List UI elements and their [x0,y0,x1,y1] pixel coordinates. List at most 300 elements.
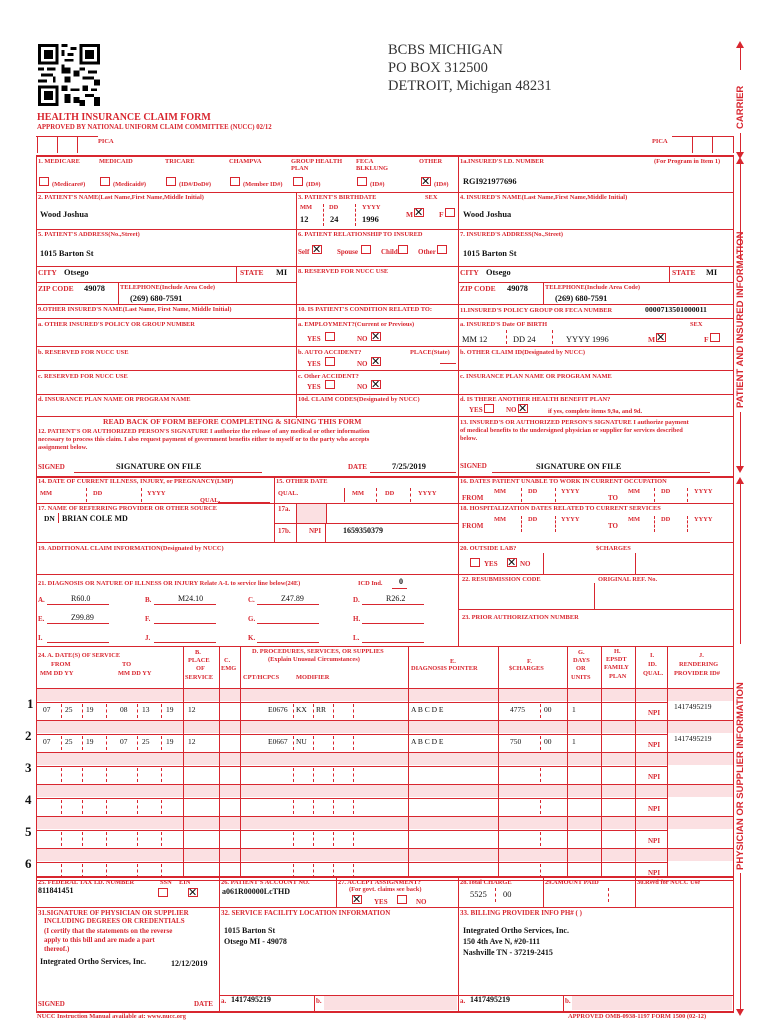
service-line-dash [82,768,83,782]
diagnosis-code[interactable]: Z99.89 [71,613,94,622]
facility-npi[interactable]: 1417495219 [231,995,271,1004]
service-line-dash [106,736,107,750]
form-title: HEALTH INSURANCE CLAIM FORM [37,112,211,123]
box13-text3: below. [460,435,478,442]
checked-x-icon: ✕ [371,378,381,391]
box6-spouse: Spouse [337,248,359,256]
box24a-from-fmt: MM DD YY [40,670,74,677]
box17b-npi-label: NPI [309,527,322,535]
diagnosis-code[interactable]: Z47.89 [281,594,304,603]
box6-self: Self [298,248,310,256]
other-accident-yes-checkbox[interactable] [325,380,335,389]
box1-medicare: 1. MEDICARE [38,158,80,165]
diagnosis-underline [257,642,319,643]
box18-from-dd: DD [528,516,538,523]
other-plan-yes-checkbox[interactable] [484,404,494,413]
service-from-year[interactable]: 19 [86,705,94,714]
side-label-physician: PHYSICIAN OR SUPPLIER INFORMATION [735,682,746,870]
box16-to: TO [608,494,618,502]
box21-label: 21. DIAGNOSIS OR NATURE OF ILLNESS OR INJURY Relate A-L to service line below(24E) [38,580,301,587]
box17a-label: 17a. [278,505,291,513]
patient-birth-month[interactable]: 12 [300,215,309,224]
service-from-month[interactable]: 07 [43,737,51,746]
service-npi-label: NPI [648,773,661,781]
box24i-id: ID. [648,661,657,668]
box1a-label: 1a.INSURED'S I.D. NUMBER [460,158,544,165]
box2-label: 2. PATIENT'S NAME(Last Name,First Name,Middle Initial) [38,194,204,201]
service-to-year[interactable]: 19 [166,737,174,746]
box31-l2: INCLUDING DEGREES OR CREDENTIALS [44,917,185,925]
box1-group: GROUP HEALTH PLAN [291,158,343,173]
service-units[interactable]: 1 [572,737,576,746]
box13-text1: 13. INSURED'S OR AUTHORIZED PERSON'S SIGNATURE I authorize payment [460,419,689,426]
service-line-shaded [37,785,733,797]
box24g-units: UNITS [571,674,591,681]
insured-state[interactable]: MI [706,268,718,277]
box23-label: 23. PRIOR AUTHORIZATION NUMBER [462,614,579,621]
service-line-epsdt-dash [601,702,635,703]
service-line-dash [313,768,314,782]
box20-yes: YES [484,560,498,568]
service-modifier-1[interactable]: KX [296,705,307,714]
service-line-dash [333,704,334,718]
box11a-female: F [704,335,709,344]
service-npi-label: NPI [648,805,661,813]
box18-from: FROM [462,522,484,530]
insured-sex-male-checkbox[interactable] [656,333,666,342]
box10a-no: NO [357,335,368,343]
service-modifier-1[interactable]: NU [296,737,307,746]
box24d-explain: (Explain Unusual Circumstances) [268,656,360,663]
box13-text2: of medical benefits to the undersigned physician or supplier for services described [460,427,683,434]
box6-label: 6. PATIENT RELATIONSHIP TO INSURED [298,231,423,238]
diagnosis-underline [154,642,216,643]
service-line-number: 2 [25,728,32,743]
box18-label: 18. HOSPITALIZATION DATES RELATED TO CURRENT SERVICES [460,505,661,512]
service-place[interactable]: 12 [188,705,196,714]
federal-tax-id[interactable]: 811841451 [38,886,74,895]
service-line-dash [540,800,541,814]
service-line-divider [36,862,667,863]
service-line-dash [137,800,138,814]
box10b-place: PLACE(State) [410,349,450,356]
patient-zip[interactable]: 49078 [84,284,105,293]
box31-l5: thereof.) [44,945,70,953]
rendering-provider-id[interactable]: 1417495219 [674,702,712,711]
box7-label: 7. INSURED'S ADDRESS(No.,Street) [460,231,564,238]
box33b-label: b. [565,997,571,1005]
box24g-label: G. [578,649,585,656]
insured-telephone[interactable]: (269) 680-7591 [555,294,608,303]
relationship-other-checkbox[interactable] [437,245,447,254]
box3-female: F [439,210,444,219]
service-line-dash [333,832,334,846]
service-charge[interactable]: 750 [510,737,522,746]
box31-signed-label: SIGNED [38,1000,65,1008]
service-line-dash [137,768,138,782]
box31-l4: apply to this bill and are made a part [44,936,155,944]
box11d-no: NO [506,406,517,414]
service-line-dash [82,736,83,750]
billing-line3[interactable]: Nashville TN - 37219-2415 [463,948,553,957]
service-line-shaded [37,849,733,861]
insured-city[interactable]: Otsego [486,268,511,277]
box9c-label: c. RESERVED FOR NUCC USE [38,373,128,380]
service-line-dash [293,864,294,878]
service-line-dash [540,768,541,782]
box12-signed-label: SIGNED [38,463,65,471]
service-line-dash [82,832,83,846]
box24a-to-fmt: MM DD YY [118,670,152,677]
checked-x-icon: ✕ [421,175,431,188]
box6-other: Other [418,248,436,256]
accept-assignment-no-checkbox[interactable] [397,895,407,904]
patient-signature-date[interactable]: 7/25/2019 [392,462,426,471]
other-checkbox[interactable] [421,177,431,186]
referring-npi[interactable]: 1659350379 [343,526,383,535]
service-npi-label: NPI [648,869,661,877]
feca-checkbox[interactable] [357,177,367,186]
service-line-dash [540,704,541,718]
service-line-divider [36,798,667,799]
service-line-number: 4 [25,792,32,807]
box5-city-label: CITY [38,268,57,277]
other-accident-no-checkbox[interactable] [371,380,381,389]
box7-city-label: CITY [460,268,479,277]
service-npi-label: NPI [648,709,661,717]
auto-accident-yes-checkbox[interactable] [325,357,335,366]
service-modifier-2[interactable]: RR [316,705,327,714]
box3-dd: DD [329,204,339,211]
service-line-dash [333,736,334,750]
icd-indicator[interactable]: 0 [399,577,403,586]
auto-accident-no-checkbox[interactable] [371,357,381,366]
facility-line2[interactable]: Otsego MI - 49078 [224,937,287,946]
box24c-emg: EMG [221,665,237,672]
box32b-label: b. [316,997,322,1005]
checked-x-icon: ✕ [312,243,322,256]
checked-x-icon: ✕ [656,331,666,344]
relationship-self-checkbox[interactable] [312,245,322,254]
box11a-male: M [648,335,656,344]
box31-l3: (I certify that the statements on the reverse [44,927,173,935]
service-charge-cents[interactable]: 00 [544,705,552,714]
patient-birth-day[interactable]: 24 [330,215,339,224]
service-line-divider [36,830,667,831]
box31-date-label: DATE [194,1000,213,1008]
insured-birth-month[interactable]: MM 12 [462,335,488,344]
insured-zip[interactable]: 49078 [507,284,528,293]
rendering-provider-id[interactable]: 1417495219 [674,734,712,743]
box16-to-mm: MM [628,488,641,495]
box24d-cpt: CPT/HCPCS [243,674,280,681]
patient-telephone[interactable]: (269) 680-7591 [130,294,183,303]
total-charge-cents[interactable]: 00 [503,890,512,899]
checked-x-icon: ✕ [414,206,424,219]
diagnosis-underline [257,623,319,624]
box16-to-yyyy: YYYY [694,488,713,495]
other-plan-no-checkbox[interactable] [518,404,528,413]
service-from-day[interactable]: 25 [65,737,73,746]
box24j-rendering: RENDERING [679,661,719,668]
box11d-note: if yes, complete items 9,9a, and 9d. [548,408,643,415]
box29-label: 29.AMOUNT PAID [545,879,599,886]
service-line-dash [106,832,107,846]
pica-right: PICA [652,138,668,145]
ssn-checkbox[interactable] [158,888,168,897]
diagnosis-code[interactable]: R60.0 [71,594,91,603]
service-line-dash [293,832,294,846]
box25-ein: EIN [179,879,191,886]
referring-qualifier[interactable]: DN [44,514,55,523]
service-charge[interactable]: 4775 [510,705,525,714]
outside-lab-yes-checkbox[interactable] [470,558,480,567]
diagnosis-code[interactable]: R26.2 [386,594,406,603]
service-line-dash [137,864,138,878]
diagnosis-underline [257,604,319,605]
box14-mm: MM [40,490,53,497]
box24j-label: J. [699,652,704,659]
service-line-number: 5 [25,824,32,839]
service-line-number: 6 [25,856,32,871]
champva-id-label: (Member ID#) [243,181,283,188]
box11d-label: d. IS THERE ANOTHER HEALTH BENEFIT PLAN? [460,396,611,403]
insured-policy-group[interactable]: 0000713501000011 [645,305,707,314]
diagnosis-key: H. [353,615,361,623]
patient-sex-male-checkbox[interactable] [414,208,424,217]
service-line-number: 1 [27,696,34,711]
relationship-child-checkbox[interactable] [398,245,408,254]
box7-zip-label: ZIP CODE [460,284,496,293]
service-from-month[interactable]: 07 [43,705,51,714]
box24a-label: 24. A. DATE(S) OF SERVICE [38,652,121,659]
service-line-dash [293,736,294,750]
patient-sex-female-checkbox[interactable] [445,208,455,217]
medicare-checkbox[interactable] [39,177,49,186]
service-line-dash [82,800,83,814]
service-to-month[interactable]: 08 [120,705,128,714]
patient-state[interactable]: MI [276,268,288,277]
box16-from-mm: MM [494,488,507,495]
checked-x-icon: ✕ [188,886,198,899]
box24b-service: SERVICE [185,674,214,681]
physician-signature-date[interactable]: 12/12/2019 [171,959,208,968]
box17-label: 17. NAME OF REFERRING PROVIDER OR OTHER SOURCE [38,505,218,512]
box6-child: Child [381,248,398,256]
box17b-label: 17b. [278,527,291,535]
box24h-plan: PLAN [609,673,627,680]
box14-qual: QUAL. [200,497,221,504]
insured-id-number[interactable]: RGI921977696 [463,177,517,186]
box27-note: (For govt. claims see back) [349,886,422,893]
insured-signature[interactable]: SIGNATURE ON FILE [536,462,622,471]
total-charge[interactable]: 5525 [470,890,487,899]
box22-label: 22. RESUBMISSION CODE [462,576,541,583]
service-line-dash [106,768,107,782]
service-line-dash [161,864,162,878]
outside-lab-no-checkbox[interactable] [507,558,517,567]
box26-label: 26. PATIENT'S ACCOUNT NO. [221,879,310,886]
box16-from-yyyy: YYYY [561,488,580,495]
box5-zip-label: ZIP CODE [38,284,74,293]
box27-label: 27. ACCEPT ASSIGNMENT? [338,879,421,886]
box3-label: 3. PATIENT'S BIRTHDATE [298,194,377,201]
diagnosis-key: E. [38,615,45,623]
box24f-label: F. [527,658,532,665]
patient-street[interactable]: 1015 Barton St [40,249,94,258]
service-line-dash [293,768,294,782]
service-line-dash [333,864,334,878]
box24h-family: FAMILY [604,664,629,671]
box7-state-label: STATE [672,268,696,277]
service-to-day[interactable]: 13 [142,705,150,714]
box24b-place: PLACE [188,657,210,664]
box24g-days: DAYS [573,657,590,664]
diagnosis-key: J. [145,634,151,642]
box3-mm: MM [300,204,313,211]
footer-right: APPROVED OMB-0938-1197 FORM 1500 (02-12) [568,1013,707,1020]
box9-label: 9.OTHER INSURED'S NAME(Last Name, First Name, Middle Initial) [38,306,232,313]
service-to-month[interactable]: 07 [120,737,128,746]
box15-label: 15. OTHER DATE [276,478,328,485]
box3-male: M [406,210,414,219]
service-line-dash [61,800,62,814]
diagnosis-code[interactable]: M24.10 [178,594,204,603]
box15-yyyy: YYYY [418,490,437,497]
box1-tricare: TRICARE [165,158,195,165]
box9b-label: b. RESERVED FOR NUCC USE [38,349,129,356]
box4-label: 4. INSURED'S NAME(Last Name,First Name,Middle Initial) [460,194,628,201]
service-line-dash [82,864,83,878]
service-line-dash [161,768,162,782]
billing-line2[interactable]: 150 4th Ave N, #20-111 [463,937,540,946]
service-to-day[interactable]: 25 [142,737,150,746]
service-cpt[interactable]: E0667 [268,737,288,746]
service-line-dash [313,704,314,718]
service-line-shaded [37,689,733,701]
service-from-day[interactable]: 25 [65,705,73,714]
box10a-label: a. EMPLOYMENT?(Current or Previous) [298,321,415,328]
checked-x-icon: ✕ [518,402,528,415]
insured-birth-day[interactable]: DD 24 [513,335,536,344]
service-diagnosis-pointer[interactable]: A B C D E [411,737,444,746]
service-to-year[interactable]: 19 [166,705,174,714]
box1-other: OTHER [419,158,443,165]
tricare-checkbox[interactable] [166,177,176,186]
service-line-dash [540,864,541,878]
box32a-label: a. [221,997,227,1005]
diagnosis-underline [362,604,424,605]
patient-city[interactable]: Otsego [64,268,89,277]
service-line-dash [161,704,162,718]
box14-dd: DD [93,490,103,497]
box20-no: NO [520,560,531,568]
box14-yyyy: YYYY [147,490,166,497]
box3-sex: SEX [425,194,438,201]
diagnosis-underline [47,604,109,605]
billing-npi[interactable]: 1417495219 [470,995,510,1004]
service-line-epsdt-dash [601,830,635,831]
box3-yyyy: YYYY [362,204,381,211]
physician-signature[interactable]: Integrated Ortho Services, Inc. [40,957,146,966]
service-cpt[interactable]: E0676 [268,705,288,714]
referring-provider-name[interactable]: BRIAN COLE MD [62,514,128,523]
billing-line1[interactable]: Integrated Ortho Services, Inc. [463,926,569,935]
box15-qual: QUAL. [278,490,299,497]
diagnosis-key: I. [38,634,43,642]
service-line-dash [293,704,294,718]
accept-assignment-yes-checkbox[interactable] [352,895,362,904]
medicare-id-label: (Medicare#) [52,181,86,188]
service-line-number: 3 [25,760,32,775]
diagnosis-underline [47,642,109,643]
service-line-epsdt-dash [601,734,635,735]
diagnosis-key: F. [145,615,151,623]
relationship-spouse-checkbox[interactable] [361,245,371,254]
facility-line1[interactable]: 1015 Barton St [224,926,276,935]
service-line-dash [333,800,334,814]
box22-orig: ORIGINAL REF. No. [598,576,658,583]
patient-account-number[interactable]: a061R00000LcTHD [222,887,290,896]
box8-label: 8. RESERVED FOR NUCC USE [298,268,389,275]
service-line-dash [353,864,354,878]
box18-to-mm: MM [628,516,641,523]
box30-label: 30.Rsvd for NUCC Use [637,879,701,886]
service-line-dash [161,832,162,846]
box12-text2: necessary to process this claim. I also request payment of government benefits either to myself or to the party who accepts [38,436,370,443]
qr-code [38,44,100,106]
box32-label: 32. SERVICE FACILITY LOCATION INFORMATION [221,909,391,917]
service-line-epsdt-dash [601,862,635,863]
box1-medicaid: MEDICAID [99,158,133,165]
box10a-yes: YES [307,335,321,343]
service-diagnosis-pointer[interactable]: A B C D E [411,705,444,714]
box24f-charges: $CHARGES [509,665,544,672]
box28-label: 28.Total CHARGE [460,879,512,886]
box24d-label: D. PROCEDURES, SERVICES, OR SUPPLIES [252,648,384,655]
insured-name[interactable]: Wood Joshua [463,210,512,219]
service-charge-cents[interactable]: 00 [544,737,552,746]
group-checkbox[interactable] [293,177,303,186]
champva-checkbox[interactable] [230,177,240,186]
insured-street[interactable]: 1015 Barton St [463,249,517,258]
insured-birth-year[interactable]: YYYY 1996 [566,335,609,344]
service-from-year[interactable]: 19 [86,737,94,746]
diagnosis-key: A. [38,596,45,604]
service-line-epsdt-dash [601,798,635,799]
diagnosis-underline [154,623,216,624]
service-place[interactable]: 12 [188,737,196,746]
service-line-dash [333,768,334,782]
box33-label: 33. BILLING PROVIDER INFO PH# ( ) [460,909,582,917]
patient-signature[interactable]: SIGNATURE ON FILE [116,462,202,471]
diagnosis-key: B. [145,596,152,604]
employment-no-checkbox[interactable] [371,332,381,341]
box25-ssn: SSN [160,879,172,886]
insured-sex-female-checkbox[interactable] [710,333,720,342]
medicaid-checkbox[interactable] [100,177,110,186]
patient-birth-year[interactable]: 1996 [362,215,379,224]
box27-no: NO [416,898,427,906]
employment-yes-checkbox[interactable] [325,332,335,341]
box10b-label: b. AUTO ACCIDENT? [298,349,362,356]
service-units[interactable]: 1 [572,705,576,714]
patient-name[interactable]: Wood Joshua [40,210,89,219]
ein-checkbox[interactable] [188,888,198,897]
medicaid-id-label: (Medicaid#) [113,181,147,188]
service-line-dash [540,832,541,846]
group-id-label: (ID#) [306,181,321,188]
